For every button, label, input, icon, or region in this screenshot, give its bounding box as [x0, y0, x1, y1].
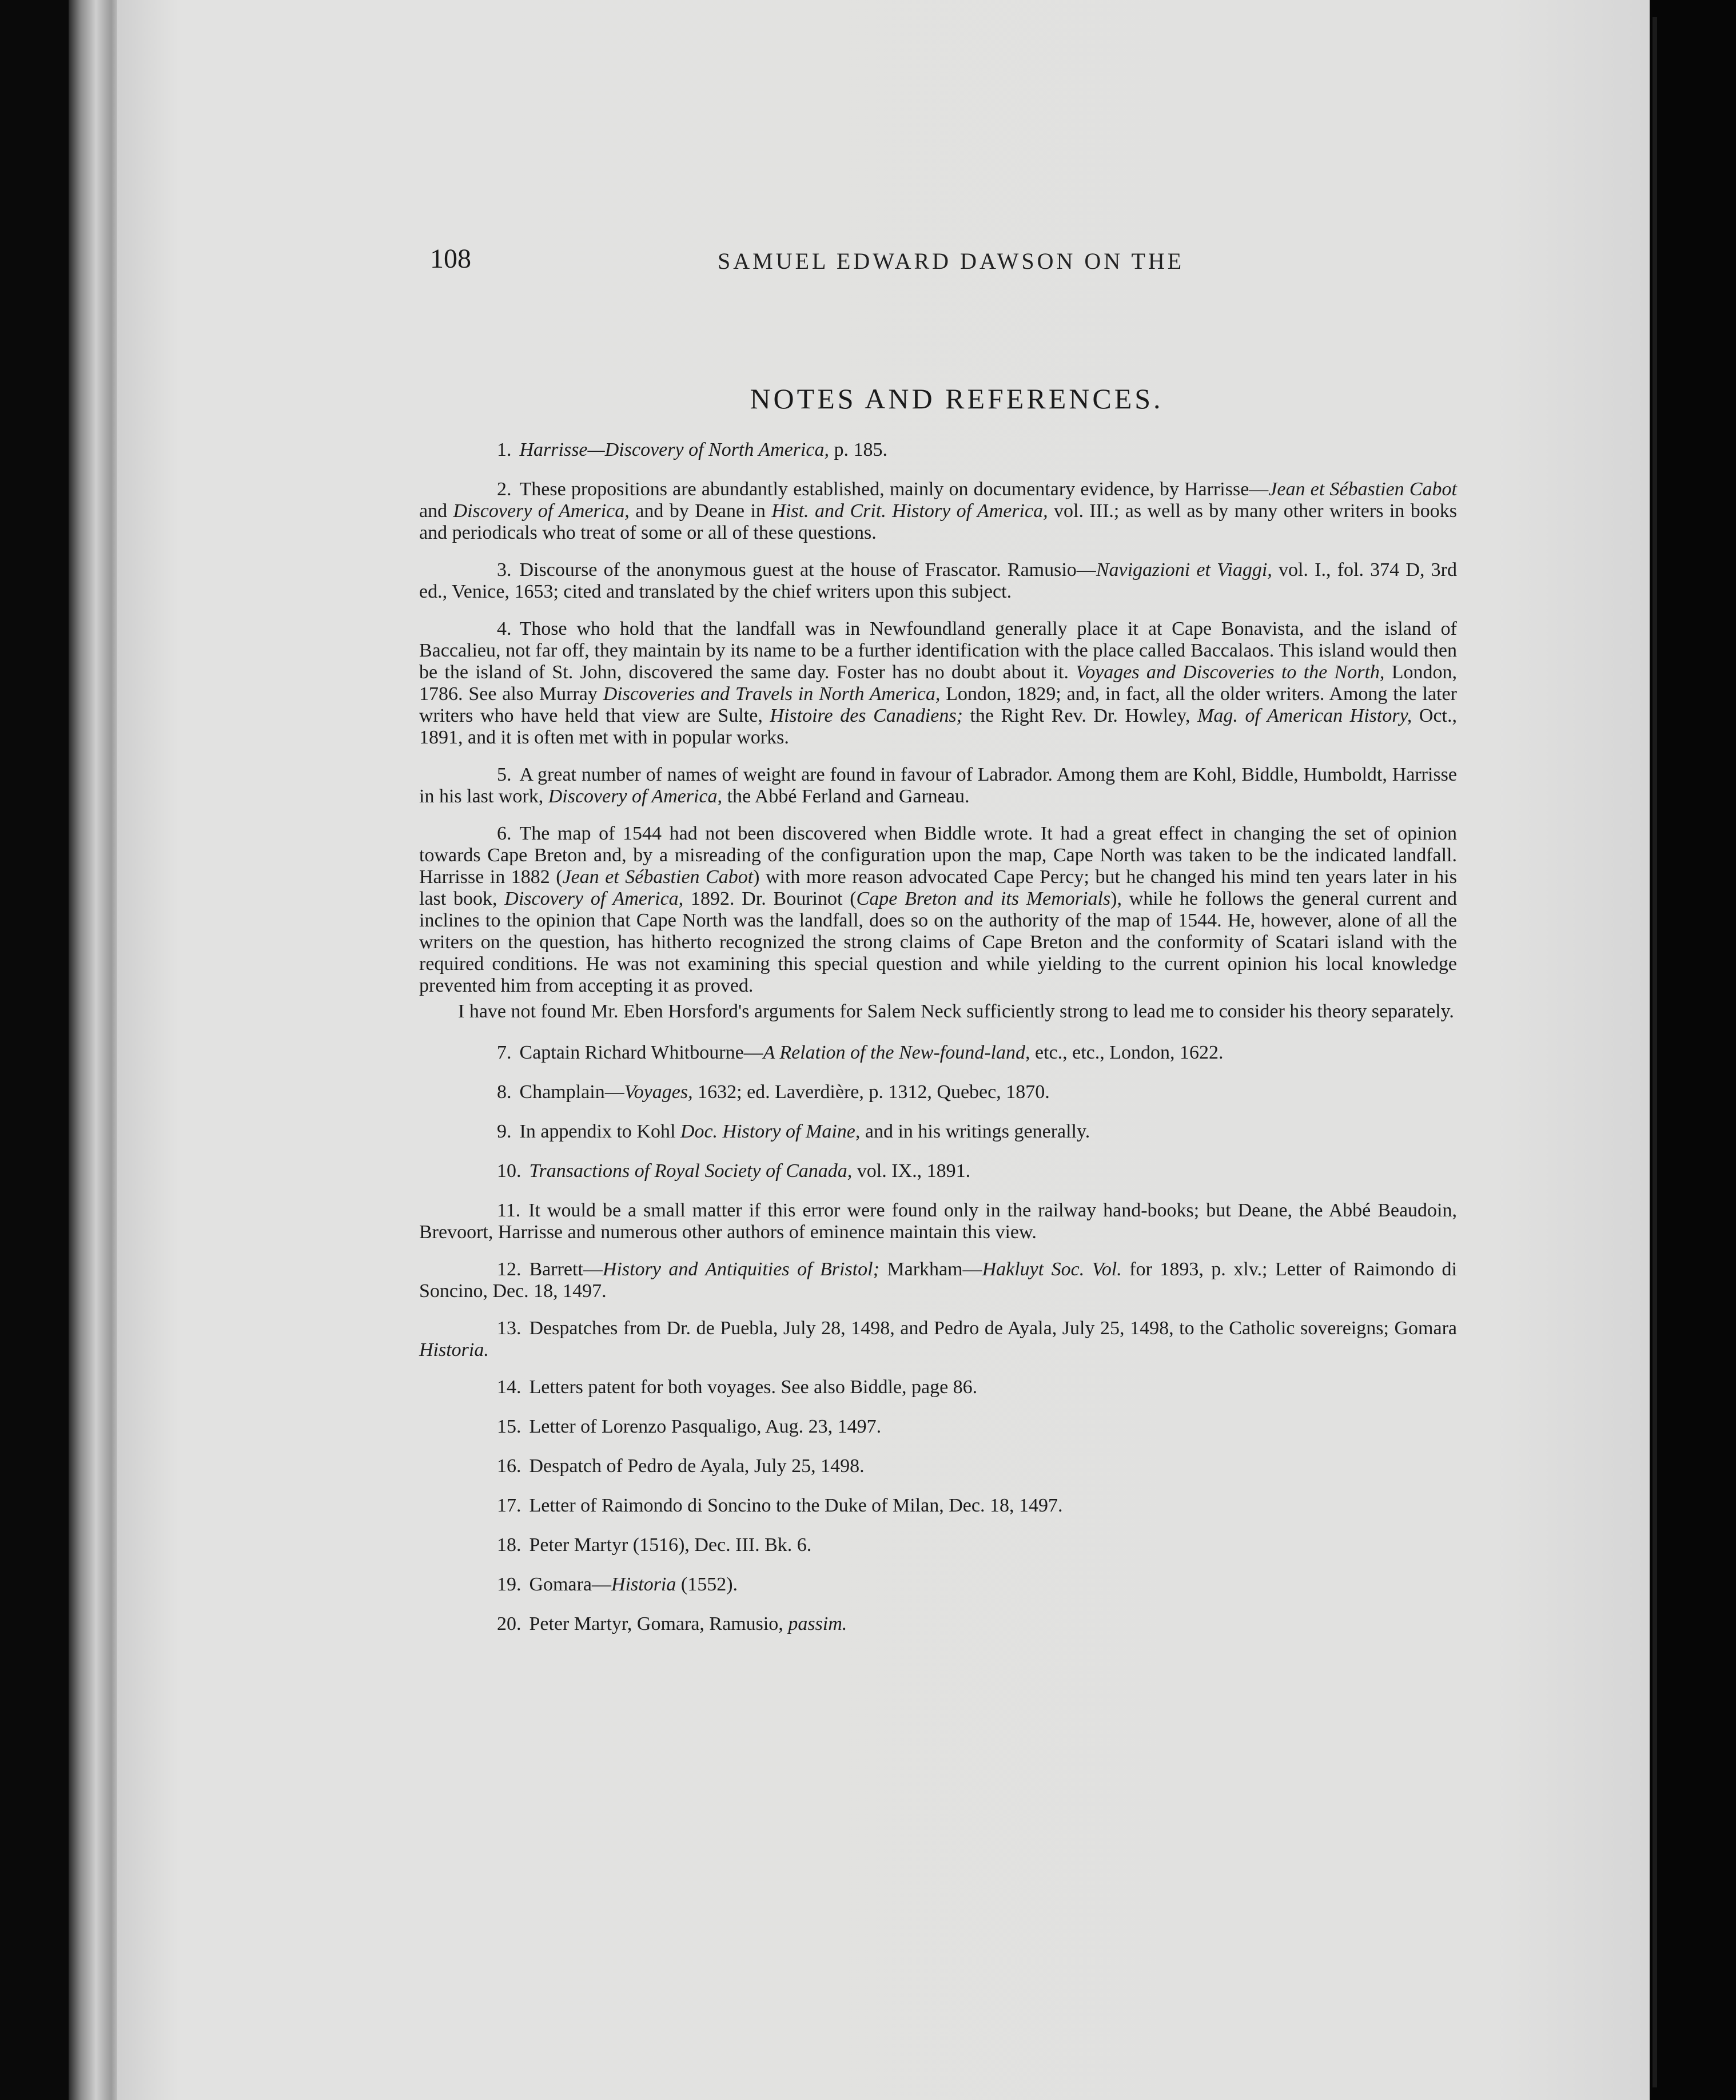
note-number: 8. [497, 1081, 512, 1103]
note-text: ) with more reason advocated Cape Percy; but he changed his mind ten years later in his last book, [419, 866, 1457, 909]
note-text: London, 1786. See also Murray [419, 662, 1457, 705]
note-number: 11. [497, 1200, 521, 1221]
note-number: 1. [497, 439, 512, 460]
note-citation-italic: Jean et Sébastien Cabot [562, 866, 754, 888]
note-citation-italic: History and Antiquities of Bristol; [602, 1259, 879, 1280]
note-item [419, 1259, 1457, 1302]
note-item [419, 1495, 1457, 1517]
note-item [419, 823, 1457, 997]
note-citation-italic: Discovery of America, [504, 888, 684, 909]
note-text: Letter of Lorenzo Pasqualigo, Aug. 23, 1497. [529, 1416, 882, 1437]
note-text: vol. IX., 1891. [852, 1160, 971, 1182]
note-text: Oct., 1891, and it is often met with in popular works. [419, 705, 1457, 748]
note-number: 10. [497, 1160, 521, 1182]
note-text: These propositions are abundantly established, mainly on documentary evidence, by Harrisse— [519, 479, 1269, 500]
note-number: 13. [497, 1318, 521, 1339]
note-number: 6. [497, 823, 512, 844]
note-item [419, 439, 1457, 461]
note-text: Discourse of the anonymous guest at the house of Frascator. Ramusio— [519, 559, 1096, 580]
note-text: the Abbé Ferland and Garneau. [722, 786, 970, 807]
note-text: London, 1829; and, in fact, all the older writers. Among the later writers who have held that view are Sulte, [419, 683, 1458, 726]
note-text: Peter Martyr (1516), Dec. III. Bk. 6. [529, 1534, 812, 1556]
note-citation-italic: Navigazioni et Viaggi, [1096, 559, 1272, 580]
note-text: Champlain— [519, 1081, 624, 1103]
note-text: Peter Martyr, Gomara, Ramusio, [529, 1613, 789, 1634]
note-citation-italic: Mag. of American History, [1197, 705, 1412, 726]
note-text: A great number of names of weight are found in favour of Labrador. Among them are Kohl, Biddle, Humboldt, Harrisse in his last work, [419, 764, 1457, 807]
note-item [419, 1042, 1457, 1064]
note-citation-italic: Discoveries and Travels in North America, [603, 683, 941, 705]
note-number: 9. [497, 1121, 512, 1142]
note-citation-italic: Voyages, [624, 1081, 693, 1103]
note-number: 2. [497, 479, 512, 500]
note-citation-italic: Hist. and Crit. History of America, [771, 500, 1048, 522]
note-number: 12. [497, 1259, 521, 1280]
note-text: Letters patent for both voyages. See also Biddle, page 86. [529, 1377, 978, 1398]
note-text: 1892. Dr. Bourinot ( [683, 888, 857, 909]
note-text: It would be a small matter if this error were found only in the railway hand-books; but Deane, the Abbé Beaudoin, Brevoort, Harrisse and numerous other authors of eminence maintain this view. [419, 1200, 1457, 1243]
note-text: (1552). [676, 1574, 738, 1595]
note-citation-italic: Historia. [419, 1339, 489, 1361]
note-text: for 1893, p. xlv.; Letter of Raimondo di Soncino, Dec. 18, 1497. [419, 1259, 1457, 1302]
note-item [419, 1455, 1457, 1477]
note-citation-italic: Discovery of America, [453, 500, 630, 522]
note-text: Letter of Raimondo di Soncino to the Duke of Milan, Dec. 18, 1497. [529, 1495, 1063, 1516]
note-item [419, 1416, 1457, 1438]
note-text: ), while he follows the general current and inclines to the opinion that Cape North was the landfall, does so on the authority of the map of 1544. He, however, alone of all the writers on the question, has hitherto recognized the strong claims of Cape Breton and the conformity of Scatari island with the required conditions. He was not examining this special question and while yielding to the current opinion his local knowledge prevented him from accepting it as proved. [419, 888, 1457, 996]
note-text: vol. III.; as well as by many other writers in books and periodicals who treat of some or all of these questions. [419, 500, 1458, 543]
note-item [419, 1121, 1457, 1143]
note-citation-italic: passim. [788, 1613, 847, 1634]
note-text: Those who hold that the landfall was in Newfoundland generally place it at Cape Bonavista, and the island of Baccalieu, not far off, they maintain by its name to be a further identification with the place called Baccalaos. This island would then be the island of St. John, discovered the same day. Foster has no doubt about it. [419, 618, 1457, 683]
page-header [0, 243, 1736, 277]
note-item [419, 479, 1457, 544]
note-item [419, 1200, 1457, 1243]
note-text: Markham— [879, 1259, 982, 1280]
note-text: Captain Richard Whitbourne— [519, 1042, 763, 1063]
note-text: vol. I., fol. 374 D, 3rd ed., Venice, 1653; cited and translated by the chief writers upon this subject. [419, 559, 1457, 602]
note-item [419, 1613, 1457, 1635]
note-number: 5. [497, 764, 512, 785]
note-item [419, 1160, 1457, 1182]
note-continuation [419, 1001, 1457, 1023]
note-number: 18. [497, 1534, 521, 1556]
note-text: Gomara— [529, 1574, 612, 1595]
note-text: the Right Rev. Dr. Howley, [962, 705, 1198, 726]
note-item [419, 618, 1457, 749]
note-citation-italic: Harrisse—Discovery of North America, [519, 439, 829, 460]
note-citation-italic: Doc. History of Maine, [680, 1121, 861, 1142]
note-number: 4. [497, 618, 512, 639]
page-number: 108 [430, 244, 471, 274]
note-citation-italic: Cape Breton and its Memorials [856, 888, 1111, 909]
running-head: SAMUEL EDWARD DAWSON ON THE [718, 248, 1185, 274]
note-text: and by Deane in [629, 500, 772, 522]
note-text: 1632; ed. Laverdière, p. 1312, Quebec, 1870. [692, 1081, 1050, 1103]
note-item [419, 1377, 1457, 1398]
note-number: 14. [497, 1377, 521, 1398]
page-gutter-line [1653, 17, 1657, 2087]
note-citation-italic: Voyages and Discoveries to the North, [1076, 662, 1385, 683]
note-item [419, 1534, 1457, 1556]
note-item [419, 559, 1457, 603]
section-title: NOTES AND REFERENCES. [750, 383, 1164, 415]
note-citation-italic: Historia [611, 1574, 676, 1595]
note-text: p. 185. [829, 439, 887, 460]
note-number: 7. [497, 1042, 512, 1063]
note-number: 15. [497, 1416, 521, 1437]
note-text: etc., etc., London, 1622. [1030, 1042, 1224, 1063]
note-text: Barrett— [529, 1259, 603, 1280]
note-text: Despatches from Dr. de Puebla, July 28, 1498, and Pedro de Ayala, July 25, 1498, to the Catholic sovereigns; Gomara [529, 1318, 1457, 1339]
note-item [419, 764, 1457, 808]
notes-list [419, 439, 1457, 1653]
note-item [419, 1318, 1457, 1361]
note-citation-italic: Jean et Sébastien Cabot [1268, 479, 1457, 500]
note-text: and in his writings generally. [860, 1121, 1090, 1142]
note-text: In appendix to Kohl [519, 1121, 680, 1142]
note-item [419, 1574, 1457, 1596]
note-citation-italic: Transactions of Royal Society of Canada, [529, 1160, 853, 1182]
note-text: I have not found Mr. Eben Horsford's arguments for Salem Neck sufficiently strong to lead me to consider his theory separately. [458, 1001, 1454, 1022]
scan-background-right [1650, 0, 1736, 2100]
note-citation-italic: Discovery of America, [548, 786, 723, 807]
note-number: 17. [497, 1495, 521, 1516]
note-text: and [419, 500, 453, 522]
note-citation-italic: A Relation of the New-found-land, [763, 1042, 1030, 1063]
note-number: 16. [497, 1455, 521, 1477]
note-citation-italic: Histoire des Canadiens; [770, 705, 963, 726]
note-text: The map of 1544 had not been discovered when Biddle wrote. It had a great effect in changing the set of opinion towards Cape Breton and, by a misreading of the configuration upon the map, Cape North was taken to be the indicated landfall. Harrisse in 1882 ( [419, 823, 1457, 888]
note-item [419, 1081, 1457, 1103]
note-citation-italic: Hakluyt Soc. Vol. [982, 1259, 1122, 1280]
note-number: 20. [497, 1613, 521, 1634]
note-number: 19. [497, 1574, 521, 1595]
note-text: Despatch of Pedro de Ayala, July 25, 1498. [529, 1455, 865, 1477]
note-number: 3. [497, 559, 512, 580]
